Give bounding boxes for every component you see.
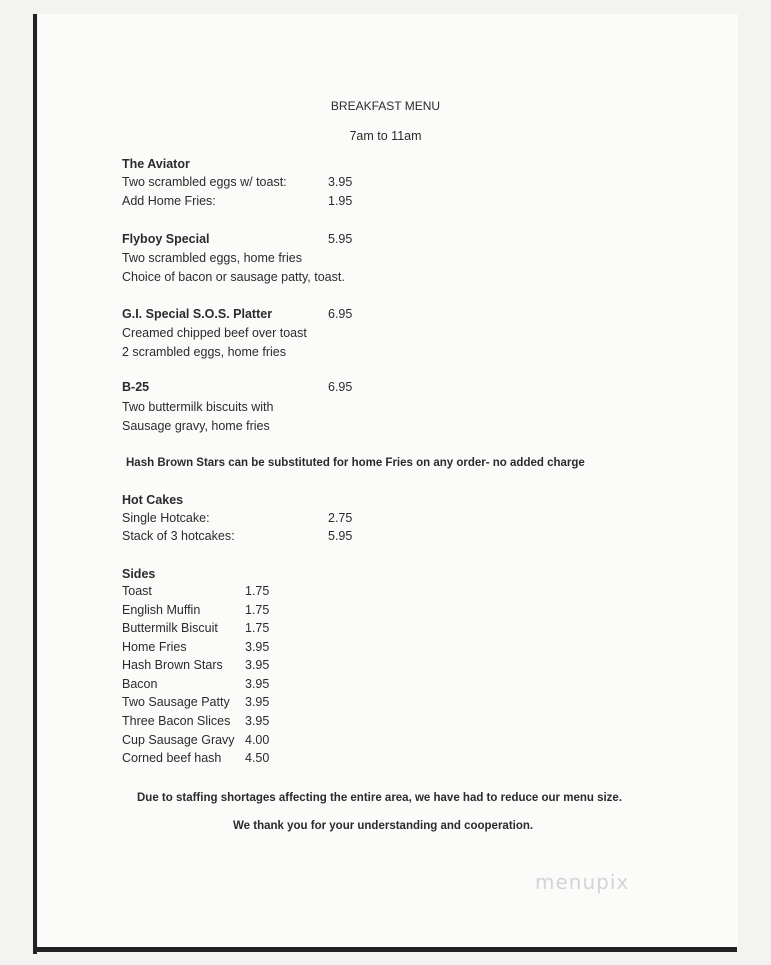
b25-heading-row	[122, 380, 362, 398]
flyboy-heading-row	[122, 232, 362, 250]
flyboy-desc-1: Two scrambled eggs, home fries	[122, 251, 302, 265]
side-name: Two Sausage Patty	[122, 695, 230, 709]
item-heading: Flyboy Special	[122, 232, 210, 246]
item-name: Single Hotcake:	[122, 511, 210, 525]
side-name: Bacon	[122, 677, 158, 691]
side-item	[122, 584, 282, 602]
b25-desc-1: Two buttermilk biscuits with	[122, 400, 274, 414]
side-price: 3.95	[245, 677, 270, 691]
menu-title: BREAKFAST MENU	[330, 99, 441, 113]
side-name: Home Fries	[122, 640, 187, 654]
side-name: Three Bacon Slices	[122, 714, 231, 728]
item-price: 3.95	[328, 175, 353, 189]
side-name: Cup Sausage Gravy	[122, 733, 235, 747]
gi-special-heading-row	[122, 307, 362, 325]
side-price: 3.95	[245, 658, 270, 672]
side-price: 4.50	[245, 751, 270, 765]
aviator-line-2	[122, 194, 362, 212]
item-price: 5.95	[328, 529, 353, 543]
item-name: Two scrambled eggs w/ toast:	[122, 175, 287, 189]
side-item	[122, 677, 282, 695]
side-name: Buttermilk Biscuit	[122, 621, 218, 635]
hot-cakes-heading: Hot Cakes	[122, 493, 184, 507]
item-heading: G.I. Special S.O.S. Platter	[122, 307, 273, 321]
item-price: 2.75	[328, 511, 353, 525]
side-price: 1.75	[245, 603, 270, 617]
thank-you-note: We thank you for your understanding and cooperation.	[233, 820, 534, 832]
side-price: 3.95	[245, 714, 270, 728]
side-name: Corned beef hash	[122, 751, 222, 765]
side-name: Hash Brown Stars	[122, 658, 223, 672]
item-price: 6.95	[328, 307, 353, 321]
side-item	[122, 603, 282, 621]
side-price: 1.75	[245, 584, 270, 598]
side-item	[122, 714, 282, 732]
side-item	[122, 751, 282, 769]
aviator-heading: The Aviator	[122, 157, 190, 171]
side-price: 3.95	[245, 695, 270, 709]
menupix-watermark: menupix	[535, 870, 630, 894]
side-item	[122, 621, 282, 639]
item-heading: B-25	[122, 380, 150, 394]
sides-heading: Sides	[122, 567, 156, 581]
side-item	[122, 658, 282, 676]
item-price: 6.95	[328, 380, 353, 394]
side-name: English Muffin	[122, 603, 201, 617]
hot-cakes-single-row	[122, 511, 362, 529]
flyboy-desc-2: Choice of bacon or sausage patty, toast.	[122, 270, 345, 284]
gi-special-desc-1: Creamed chipped beef over toast	[122, 326, 307, 340]
side-name: Toast	[122, 584, 152, 598]
side-item	[122, 733, 282, 751]
side-item	[122, 640, 282, 658]
gi-special-desc-2: 2 scrambled eggs, home fries	[122, 345, 286, 359]
item-price: 1.95	[328, 194, 353, 208]
b25-desc-2: Sausage gravy, home fries	[122, 419, 270, 433]
staffing-note: Due to staffing shortages affecting the entire area, we have had to reduce our menu size.	[137, 792, 623, 804]
page-edge-left	[33, 14, 37, 954]
aviator-line-1	[122, 175, 362, 193]
hot-cakes-stack-row	[122, 529, 362, 547]
side-price: 3.95	[245, 640, 270, 654]
item-name: Add Home Fries:	[122, 194, 216, 208]
menu-page	[38, 14, 738, 949]
item-price: 5.95	[328, 232, 353, 246]
menu-hours: 7am to 11am	[349, 129, 422, 143]
side-price: 1.75	[245, 621, 270, 635]
hash-brown-note: Hash Brown Stars can be substituted for home Fries on any order- no added charge	[126, 457, 585, 469]
item-name: Stack of 3 hotcakes:	[122, 529, 235, 543]
side-item	[122, 695, 282, 713]
page-edge-bottom	[33, 947, 737, 952]
side-price: 4.00	[245, 733, 270, 747]
